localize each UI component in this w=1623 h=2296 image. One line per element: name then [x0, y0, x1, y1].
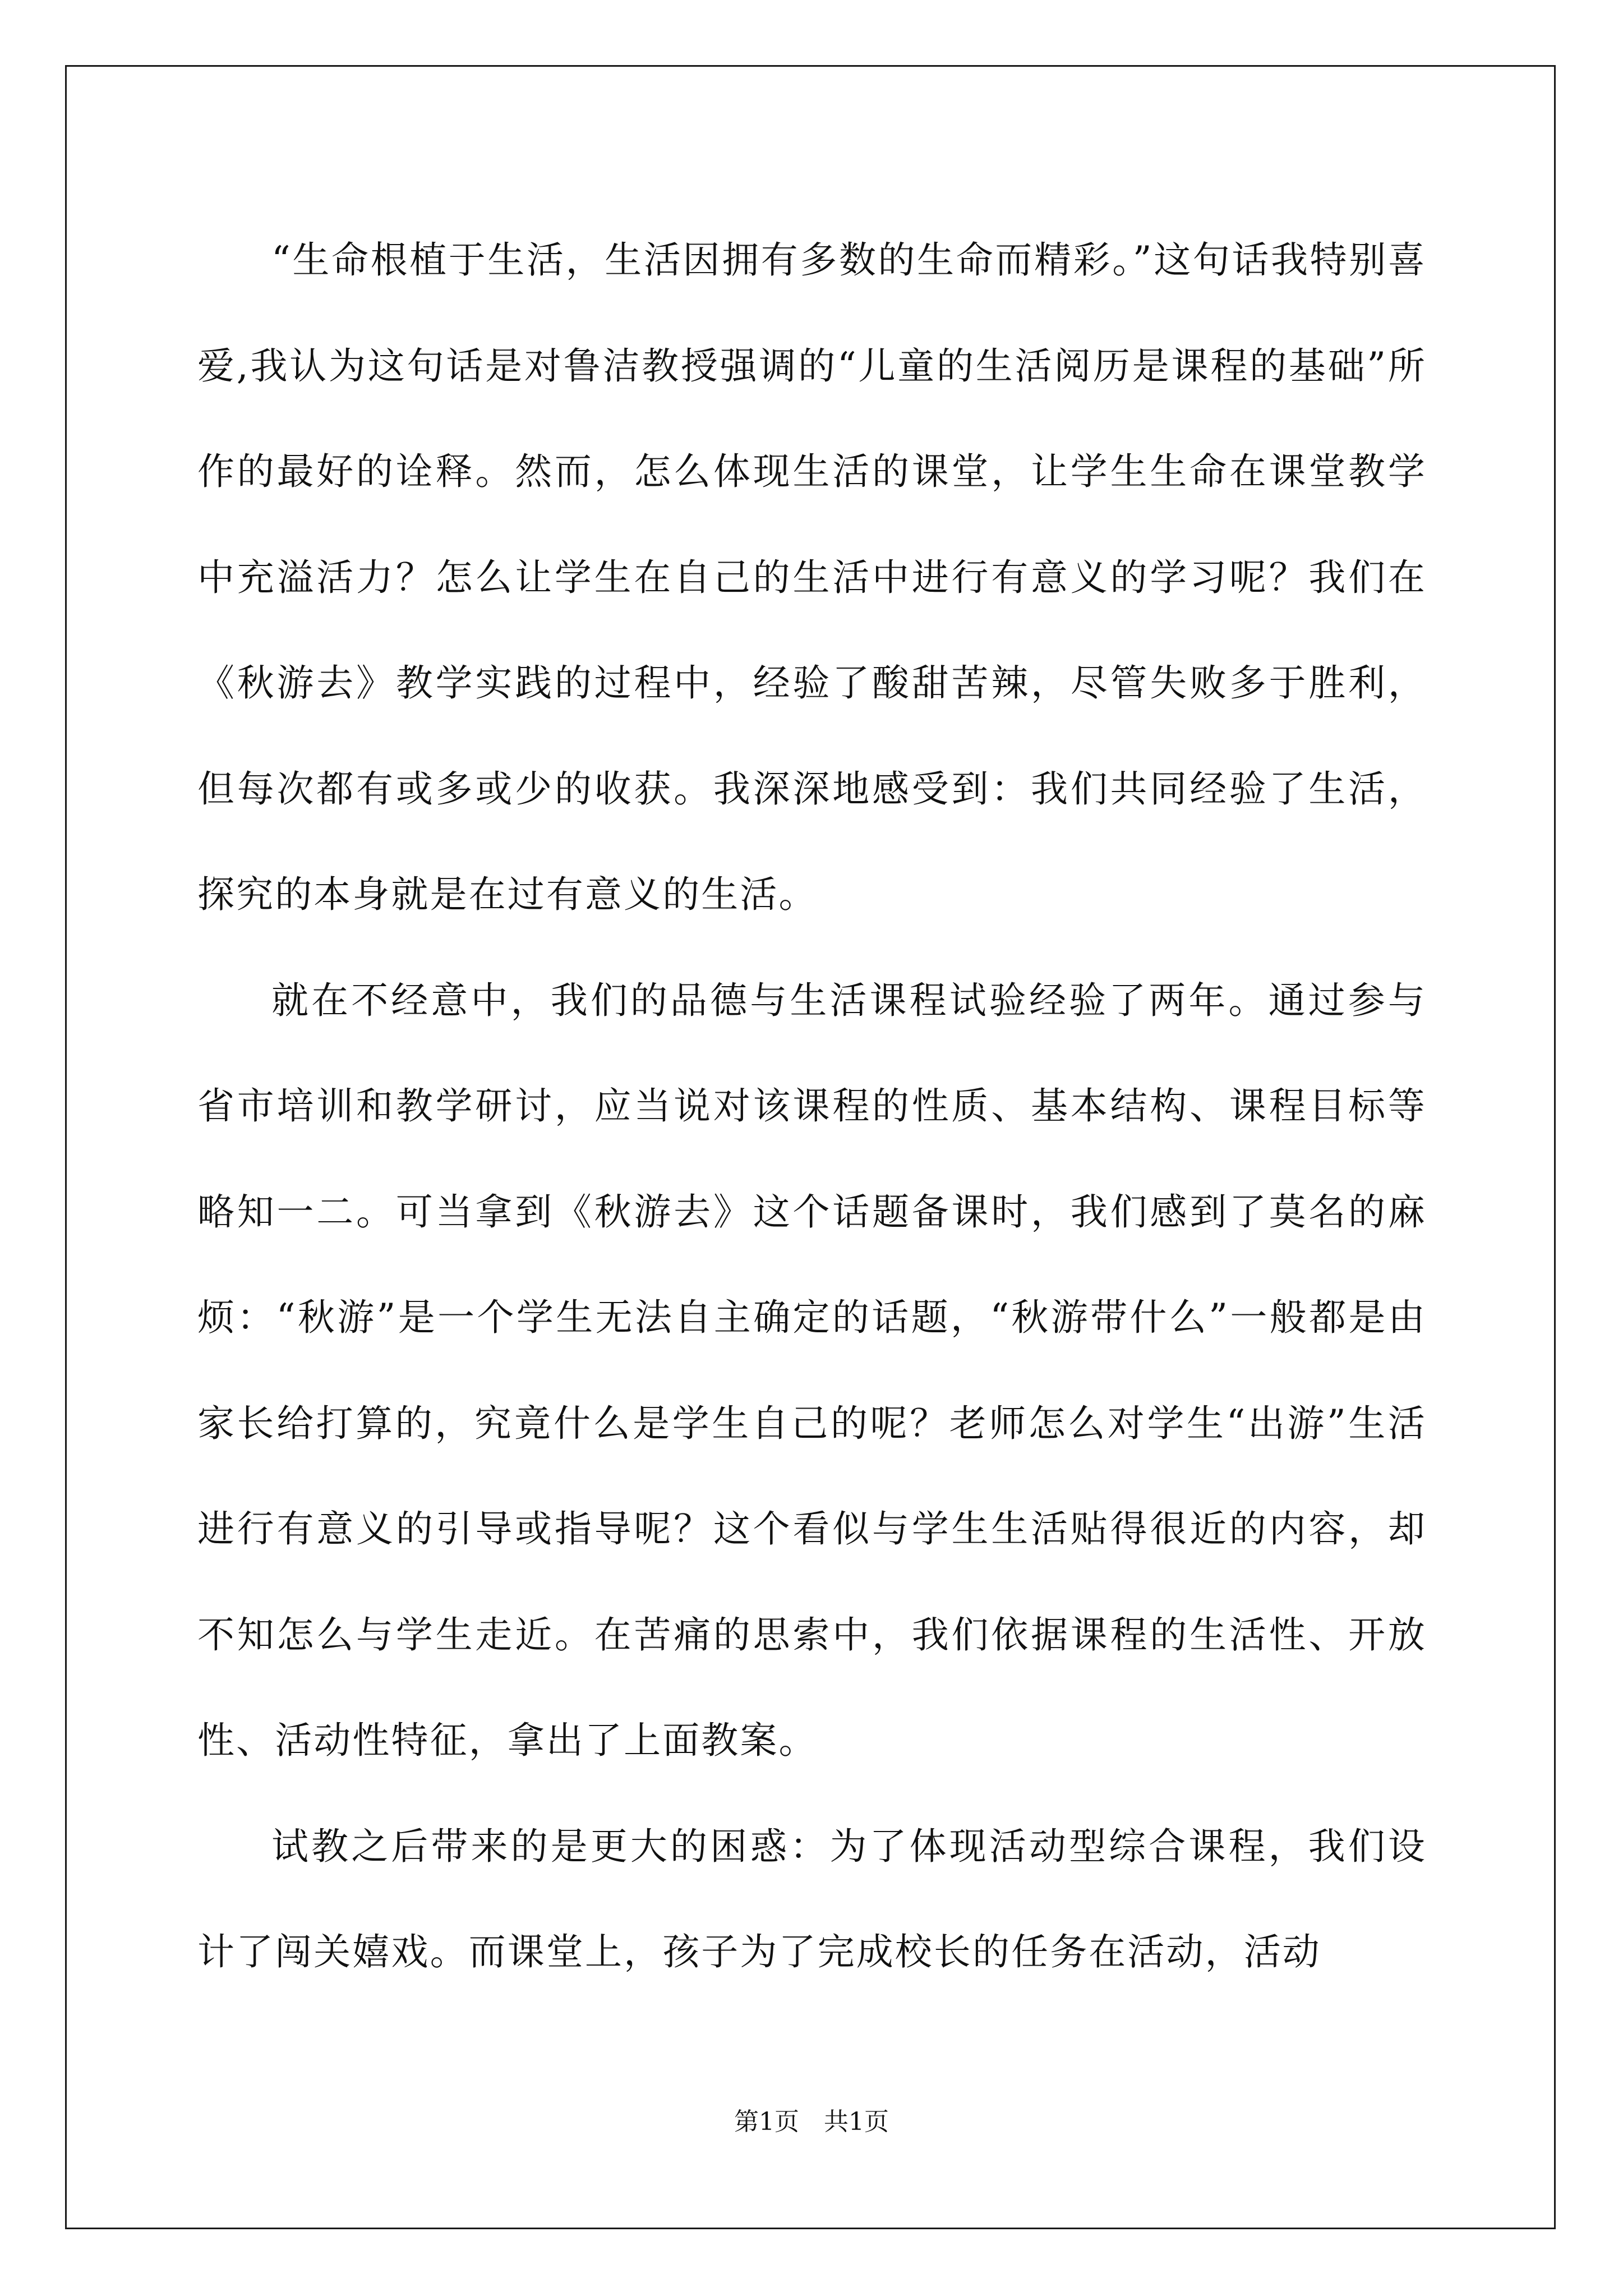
paragraph-1: “生命根植于生活，生活因拥有多数的生命而精彩。”这句话我特别喜爱,我认为这句话是对鲁洁教授强调的“儿童的生活阅历是课程的基础”所作的最好的诠释。然而，怎么体现生活的课堂，让学生生命在课堂教学中充溢活力？怎么让学生在自己的生活中进行有意义的学习呢？我们在《秋游去》教学实践的过程中，经验了酸甜苦辣，尽管失败多于胜利，但每次都有或多或少的收获。我深深地感受到：我们共同经验了生活，探究的本身就是在过有意义的生活。 — [197, 238, 1427, 916]
document-body — [197, 208, 1427, 2005]
paragraph-2: 就在不经意中，我们的品德与生活课程试验经验了两年。通过参与省市培训和教学研讨，应当说对该课程的性质、基本结构、课程目标等略知一二。可当拿到《秋游去》这个话题备课时，我们感到了莫名的麻烦：“秋游”是一个学生无法自主确定的话题，“秋游带什么”一般都是由家长给打算的，究竟什么是学生自己的呢？老师怎么对学生“出游”生活进行有意义的引导或指导呢？这个看似与学生生活贴得很近的内容，却不知怎么与学生走近。在苦痛的思索中，我们依据课程的生活性、开放性、活动性特征，拿出了上面教案。 — [197, 978, 1427, 1762]
paragraph-3: 试教之后带来的是更大的困惑：为了体现活动型综合课程，我们设计了闯关嬉戏。而课堂上，孩子为了完成校长的任务在活动，活动 — [197, 1824, 1427, 1973]
page-number-footer: 第1页 共1页 — [734, 2108, 889, 2136]
